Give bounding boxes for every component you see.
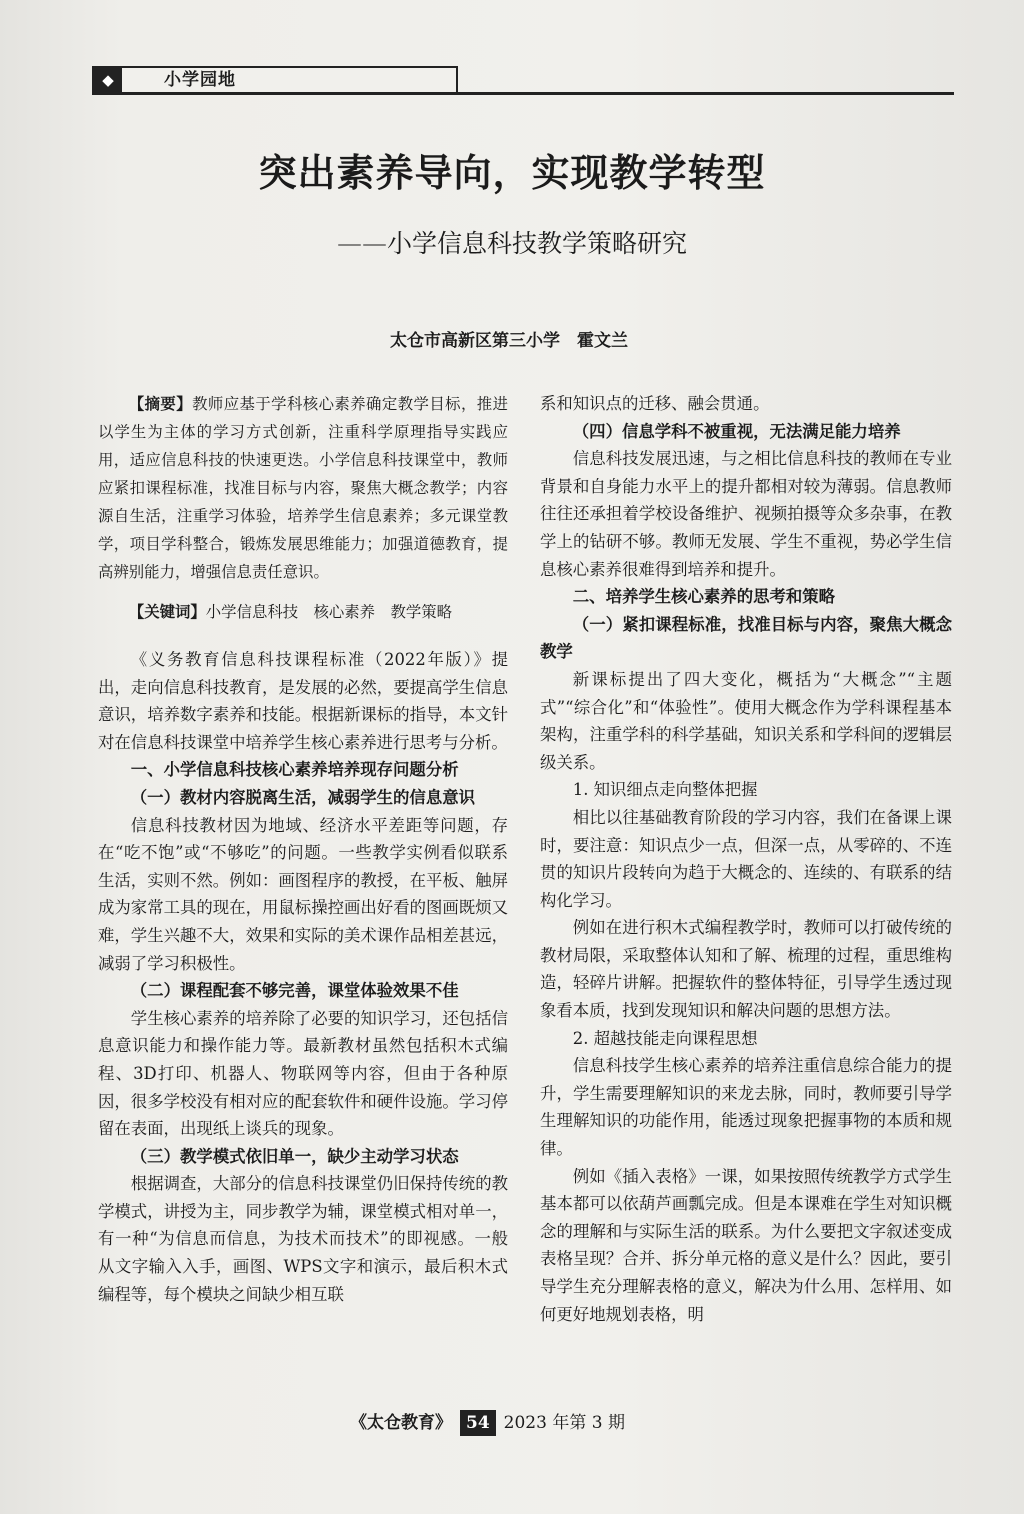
journal-name: 《太仓教育》 <box>350 1413 452 1433</box>
abstract <box>98 390 508 586</box>
article-author: 太仓市高新区第三小学 霍文兰 <box>390 331 628 351</box>
section-1-3-continued: 系和知识点的迁移、融会贯通。 <box>540 394 770 413</box>
section-header-box <box>92 66 458 92</box>
point-1-text-2: 例如在进行积木式编程教学时，教师可以打破传统的教材局限，采取整体认知和了解、梳理的过程，重思维构造，轻碎片讲解。把握软件的整体特征，引导学生透过现象看本质，找到发现知识和解决问题的思想方法。 <box>540 918 952 1021</box>
point-1-text-1: 相比以往基础教育阶段的学习内容，我们在备课上课时，要注意：知识点少一点，但深一点，从零碎的、不连贯的知识片段转向为趋于大概念的、连续的、有联系的结构化学习。 <box>540 807 952 910</box>
page-number: 54 <box>460 1410 496 1436</box>
right-column <box>540 390 952 1328</box>
point-2-text-1: 信息科技学生核心素养的培养注重信息综合能力的提升，学生需要理解知识的来龙去脉，同时，教师要引导学生理解知识的功能作用，能透过现象把握事物的本质和规律。 <box>540 1056 952 1159</box>
section-2-1-heading: （一）紧扣课程标准，找准目标与内容，聚焦大概念教学 <box>540 614 952 662</box>
keywords-label: 【关键词】 <box>128 603 206 621</box>
section-2-heading: 二、培养学生核心素养的思考和策略 <box>572 587 836 607</box>
section-1-2-heading: （二）课程配套不够完善，课堂体验效果不佳 <box>130 981 459 1001</box>
section-1-3-text: 根据调查，大部分的信息科技课堂仍旧保持传统的教学模式，讲授为主，同步教学为辅，课堂模式相对单一，有一种“为信息而信息，为技术而技术”的即视感。一般从文字输入入手，画图、WPS文字和演示，最后积木式编程等，每个模块之间缺少相互联 <box>98 1174 508 1304</box>
point-2-text-2: 例如《插入表格》一课，如果按照传统教学方式学生基本都可以依葫芦画瓢完成。但是本课难在学生对知识概念的理解和与实际生活的联系。为什么要把文字叙述变成表格呈现？合并、拆分单元格的意义是什么？因此，要引导学生充分理解表格的意义，解决为什么用、怎样用、如何更好地规划表格，明 <box>540 1166 952 1324</box>
section-1-1-heading: （一）教材内容脱离生活，减弱学生的信息意识 <box>130 787 475 807</box>
diamond-icon: ◆ <box>94 68 122 92</box>
section-2-1-text: 新课标提出了四大变化，概括为“大概念”“主题式”“综合化”和“体验性”。使用大概念作为学科课程基本架构，注重学科的科学基础，知识关系和学科间的逻辑层级关系。 <box>540 669 952 772</box>
issue-label: 2023 年第 3 期 <box>503 1413 625 1433</box>
intro-paragraph: 《义务教育信息科技课程标准（2022年版）》提出，走向信息科技教育，是发展的必然，要提高学生信息意识，培养数字素养和技能。根据新课标的指导，本文针对在信息科技课堂中培养学生核心素养进行思考与分析。 <box>98 650 508 752</box>
section-1-3-heading: （三）教学模式依旧单一，缺少主动学习状态 <box>130 1146 459 1166</box>
left-column <box>98 390 508 1308</box>
section-header <box>92 66 954 95</box>
section-label: 小学园地 <box>164 70 236 90</box>
abstract-text: 教师应基于学科核心素养确定教学目标，推进以学生为主体的学习方式创新，注重科学原理指导实践应用，适应信息科技的快速更迭。小学信息科技课堂中，教师应紧扣课程标准，找准目标与内容，聚焦大概念教学；内容源自生活，注重学习体验，培养学生信息素养；多元课堂教学，项目学科整合，锻炼发展思维能力；加强道德教育，提高辨别能力，增强信息责任意识。 <box>98 395 508 581</box>
section-1-4-heading: （四）信息学科不被重视，无法满足能力培养 <box>572 421 901 441</box>
point-1-heading: 1. 知识细点走向整体把握 <box>572 780 758 800</box>
point-2-heading: 2. 超越技能走向课程思想 <box>572 1028 758 1048</box>
keywords <box>98 598 508 626</box>
section-1-heading: 一、小学信息科技核心素养培养现存问题分析 <box>130 760 459 780</box>
article-title: 突出素养导向，实现教学转型 <box>258 150 766 195</box>
section-1-4-text: 信息科技发展迅速，与之相比信息科技的教师在专业背景和自身能力水平上的提升都相对较为薄弱。信息教师往往还承担着学校设备维护、视频拍摄等众多杂事，在教学上的钻研不够。教师无发展、学生不重视，势必学生信息核心素养很难得到培养和提升。 <box>540 449 952 579</box>
article-subtitle: ——小学信息科技教学策略研究 <box>336 229 687 258</box>
section-1-1-text: 信息科技教材因为地域、经济水平差距等问题，存在“吃不饱”或“不够吃”的问题。一些教学实例看似联系生活，实则不然。例如：画图程序的教授，在平板、触屏成为家常工具的现在，用鼠标操控画出好看的图画既烦又难，学生兴趣不大，效果和实际的美术课作品相差甚远，减弱了学习积极性。 <box>98 815 508 973</box>
section-1-2-text: 学生核心素养的培养除了必要的知识学习，还包括信息意识能力和操作能力等。最新教材虽然包括积木式编程、3D打印、机器人、物联网等内容，但由于各种原因，很多学校没有相对应的配套软件和硬件设施。学习停留在表面，出现纸上谈兵的现象。 <box>98 1008 508 1139</box>
abstract-label: 【摘要】 <box>128 395 193 413</box>
page-footer <box>350 1410 625 1436</box>
keywords-text: 小学信息科技 核心素养 教学策略 <box>205 603 453 621</box>
